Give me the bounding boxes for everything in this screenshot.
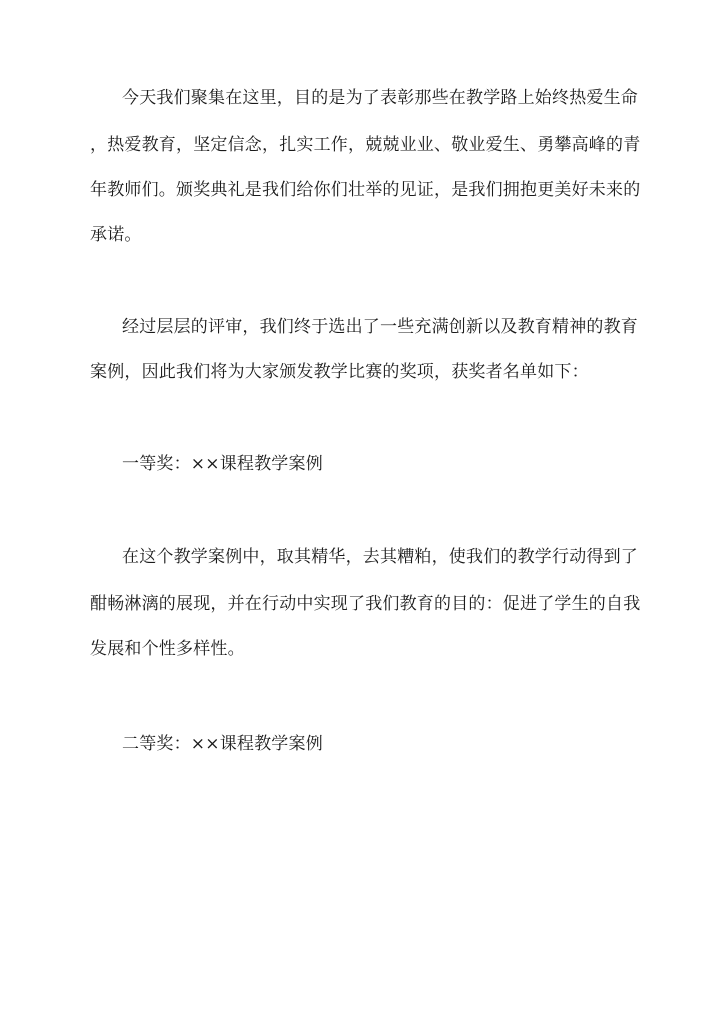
paragraph-line: 今天我们聚集在这里，目的是为了表彰那些在教学路上始终热爱生命 (122, 88, 638, 108)
paragraph-line: 承诺。 (90, 225, 142, 245)
paragraph-line: 发展和个性多样性。 (90, 639, 245, 659)
paragraph-line: 酣畅淋漓的展现，并在行动中实现了我们教育的目的：促进了学生的自我 (90, 594, 641, 614)
paragraph-line: ，热爱教育，坚定信念，扎实工作，兢兢业业、敬业爱生、勇攀高峰的青 (90, 135, 641, 155)
paragraph-line: 经过层层的评审，我们终于选出了一些充满创新以及教育精神的教育 (122, 317, 638, 337)
award-title: 一等奖：××课程教学案例 (122, 454, 323, 474)
paragraph-line: 在这个教学案例中，取其精华，去其糟粕，使我们的教学行动得到了 (122, 547, 638, 567)
paragraph-line: 年教师们。颁奖典礼是我们给你们壮举的见证，是我们拥抱更美好未来的 (90, 180, 641, 200)
paragraph-line: 案例，因此我们将为大家颁发教学比赛的奖项，获奖者名单如下： (90, 362, 589, 382)
award-title: 二等奖：××课程教学案例 (122, 734, 323, 754)
